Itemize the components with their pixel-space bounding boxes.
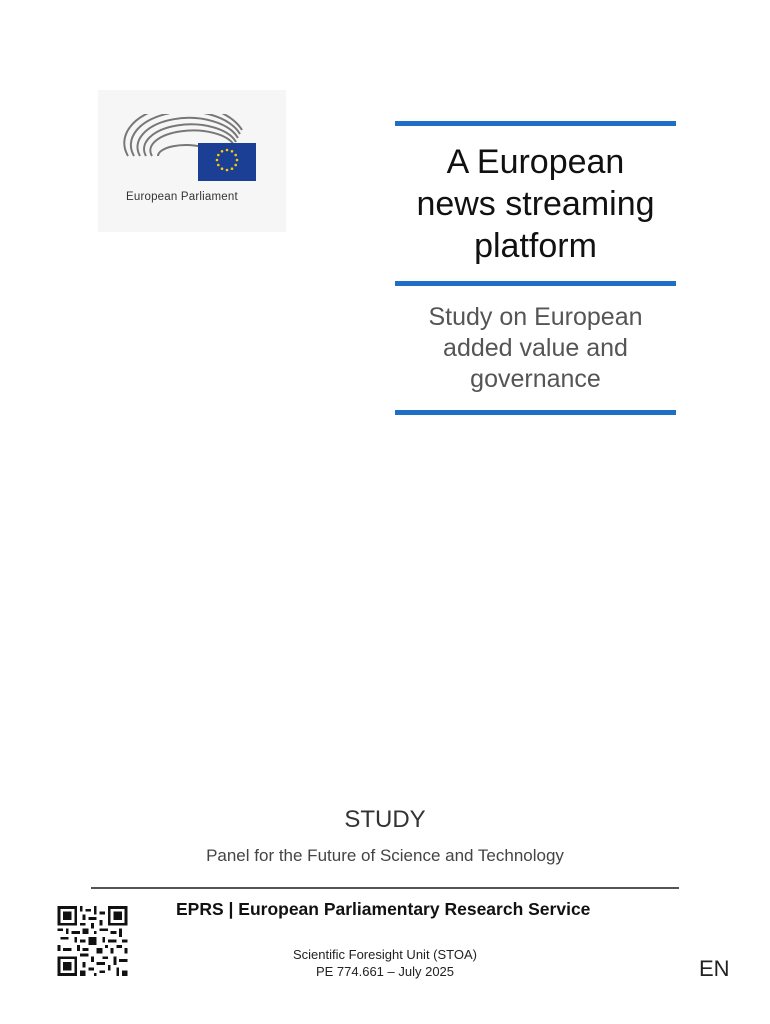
footer-divider: [91, 887, 679, 889]
logo-label: European Parliament: [126, 191, 238, 203]
title-line-3: platform: [474, 227, 597, 265]
document-subtitle: [395, 302, 676, 395]
panel-name: Panel for the Future of Science and Technology: [206, 846, 564, 865]
language-code: EN: [699, 956, 730, 981]
publisher-name: EPRS | European Parliamentary Research Service: [176, 899, 591, 919]
european-parliament-logo: [98, 90, 286, 232]
subtitle-line-2: added value and: [443, 334, 628, 362]
unit-info: [0, 946, 770, 980]
document-title: [395, 141, 676, 267]
reference-number: PE 774.661 – July 2025: [315, 964, 455, 979]
title-bottom-rule: [395, 281, 676, 286]
subtitle-line-3: governance: [470, 365, 601, 393]
subtitle-bottom-rule: [395, 410, 676, 415]
title-line-1: A European: [446, 143, 625, 181]
subtitle-line-1: Study on European: [428, 303, 643, 331]
parliament-hemicycle-icon: [122, 114, 262, 184]
document-type-label: STUDY: [344, 806, 426, 833]
unit-name: Scientific Foresight Unit (STOA): [293, 947, 477, 962]
title-top-rule: [395, 121, 676, 126]
title-line-2: news streaming: [416, 185, 655, 223]
